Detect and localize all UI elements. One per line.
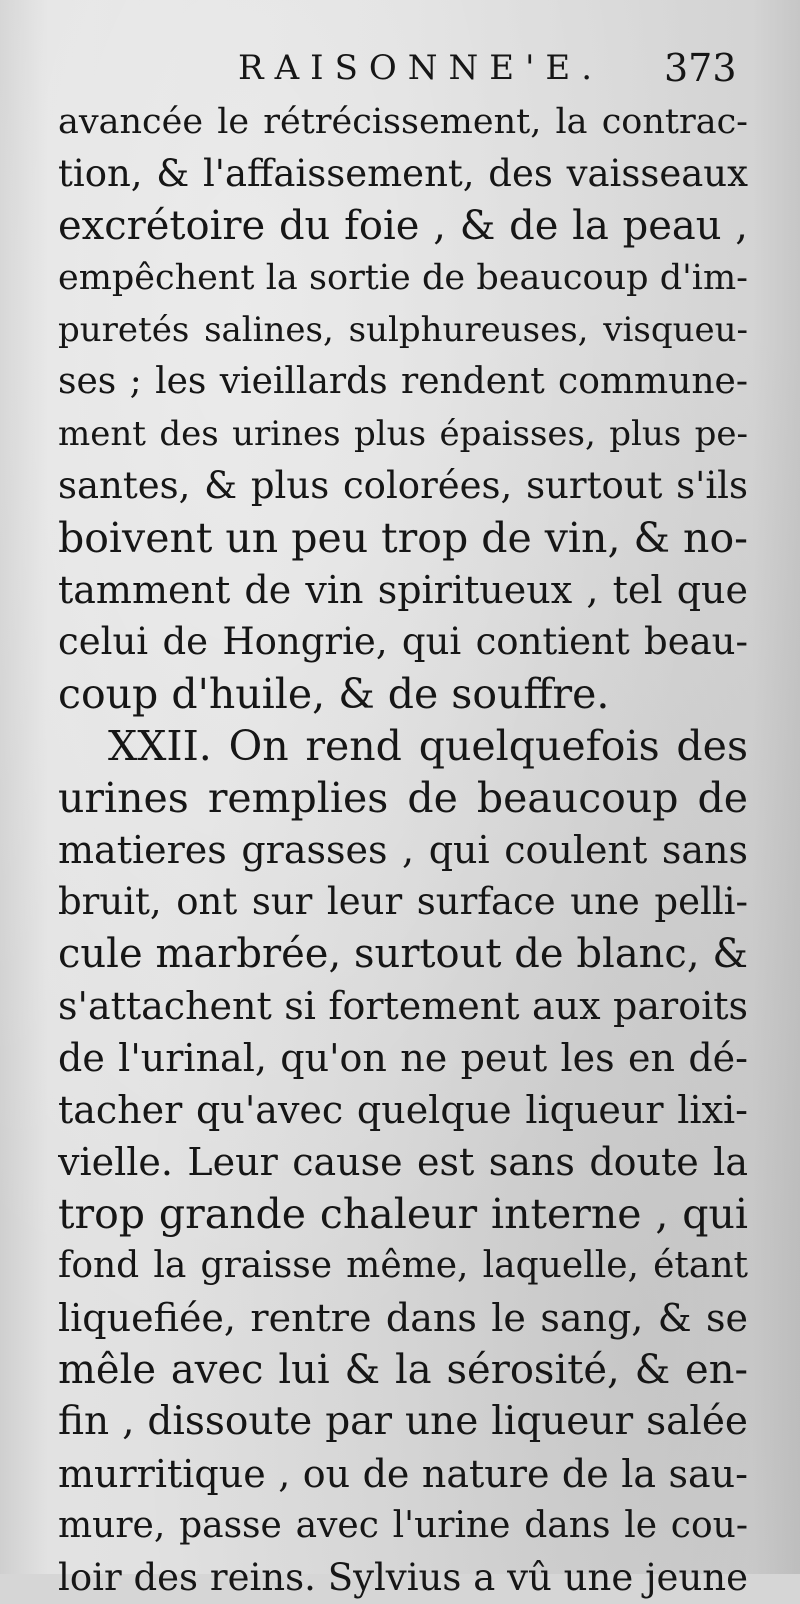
text-line: puretés salines, sulphureuses, visqueu- — [58, 310, 748, 350]
text-line: liquefiée, rentre dans le sang, & se — [58, 1296, 748, 1340]
body-text — [58, 96, 748, 1604]
paragraph-end-line: coup d'huile, & de souffre. — [58, 670, 610, 718]
text-line: tion, & l'affaissement, des vaisseaux — [58, 152, 748, 195]
text-line: ses ; les vieillards rendent commune- — [58, 361, 748, 402]
text-line: avancée le rétrécissement, la contrac- — [58, 102, 748, 142]
text-line: vielle. Leur cause est sans doute la — [58, 1140, 748, 1184]
text-line: cule marbrée, surtout de blanc, & — [58, 931, 748, 977]
text-line: bruit, ont sur leur surface une pelli- — [58, 880, 748, 923]
text-line: empêchent la sortie de beaucoup d'im- — [58, 258, 748, 298]
text-line: santes, & plus colorées, surtout s'ils — [58, 464, 748, 507]
text-line: loir des reins. Sylvius a vû une jeune — [58, 1556, 748, 1599]
running-title: RAISONNE'E. — [238, 48, 604, 88]
text-line: mêle avec lui & la sérosité, & en- — [58, 1347, 748, 1393]
text-line: ment des urines plus épaisses, plus pe- — [58, 414, 748, 454]
text-line: boivent un peu trop de vin, & no- — [58, 514, 748, 562]
text-line: excrétoire du foie , & de la peau , — [58, 203, 748, 249]
text-line: fin , dissoute par une liqueur salée — [58, 1399, 748, 1444]
text-line: matieres grasses , qui coulent sans — [58, 828, 748, 872]
text-line: de l'urinal, qu'on ne peut les en dé- — [58, 1036, 748, 1080]
page-number: 373 — [664, 46, 737, 90]
text-line: tamment de vin spiritueux , tel que — [58, 568, 748, 612]
text-line: mure, passe avec l'urine dans le cou- — [58, 1505, 748, 1546]
page-header — [0, 46, 800, 96]
text-line: trop grande chaleur interne , qui — [58, 1190, 748, 1238]
text-line: s'attachent si fortement aux paroits — [58, 984, 748, 1028]
text-line: fond la graisse même, laquelle, étant — [58, 1245, 748, 1286]
text-line: tacher qu'avec quelque liqueur lixi- — [58, 1088, 748, 1132]
text-line: murritique , ou de nature de la sau- — [58, 1452, 748, 1496]
text-line: celui de Hongrie, qui contient beau- — [58, 620, 748, 663]
section-start-line: XXII. On rend quelquefois des — [108, 722, 748, 770]
text-line: urines remplies de beaucoup de — [58, 774, 748, 822]
